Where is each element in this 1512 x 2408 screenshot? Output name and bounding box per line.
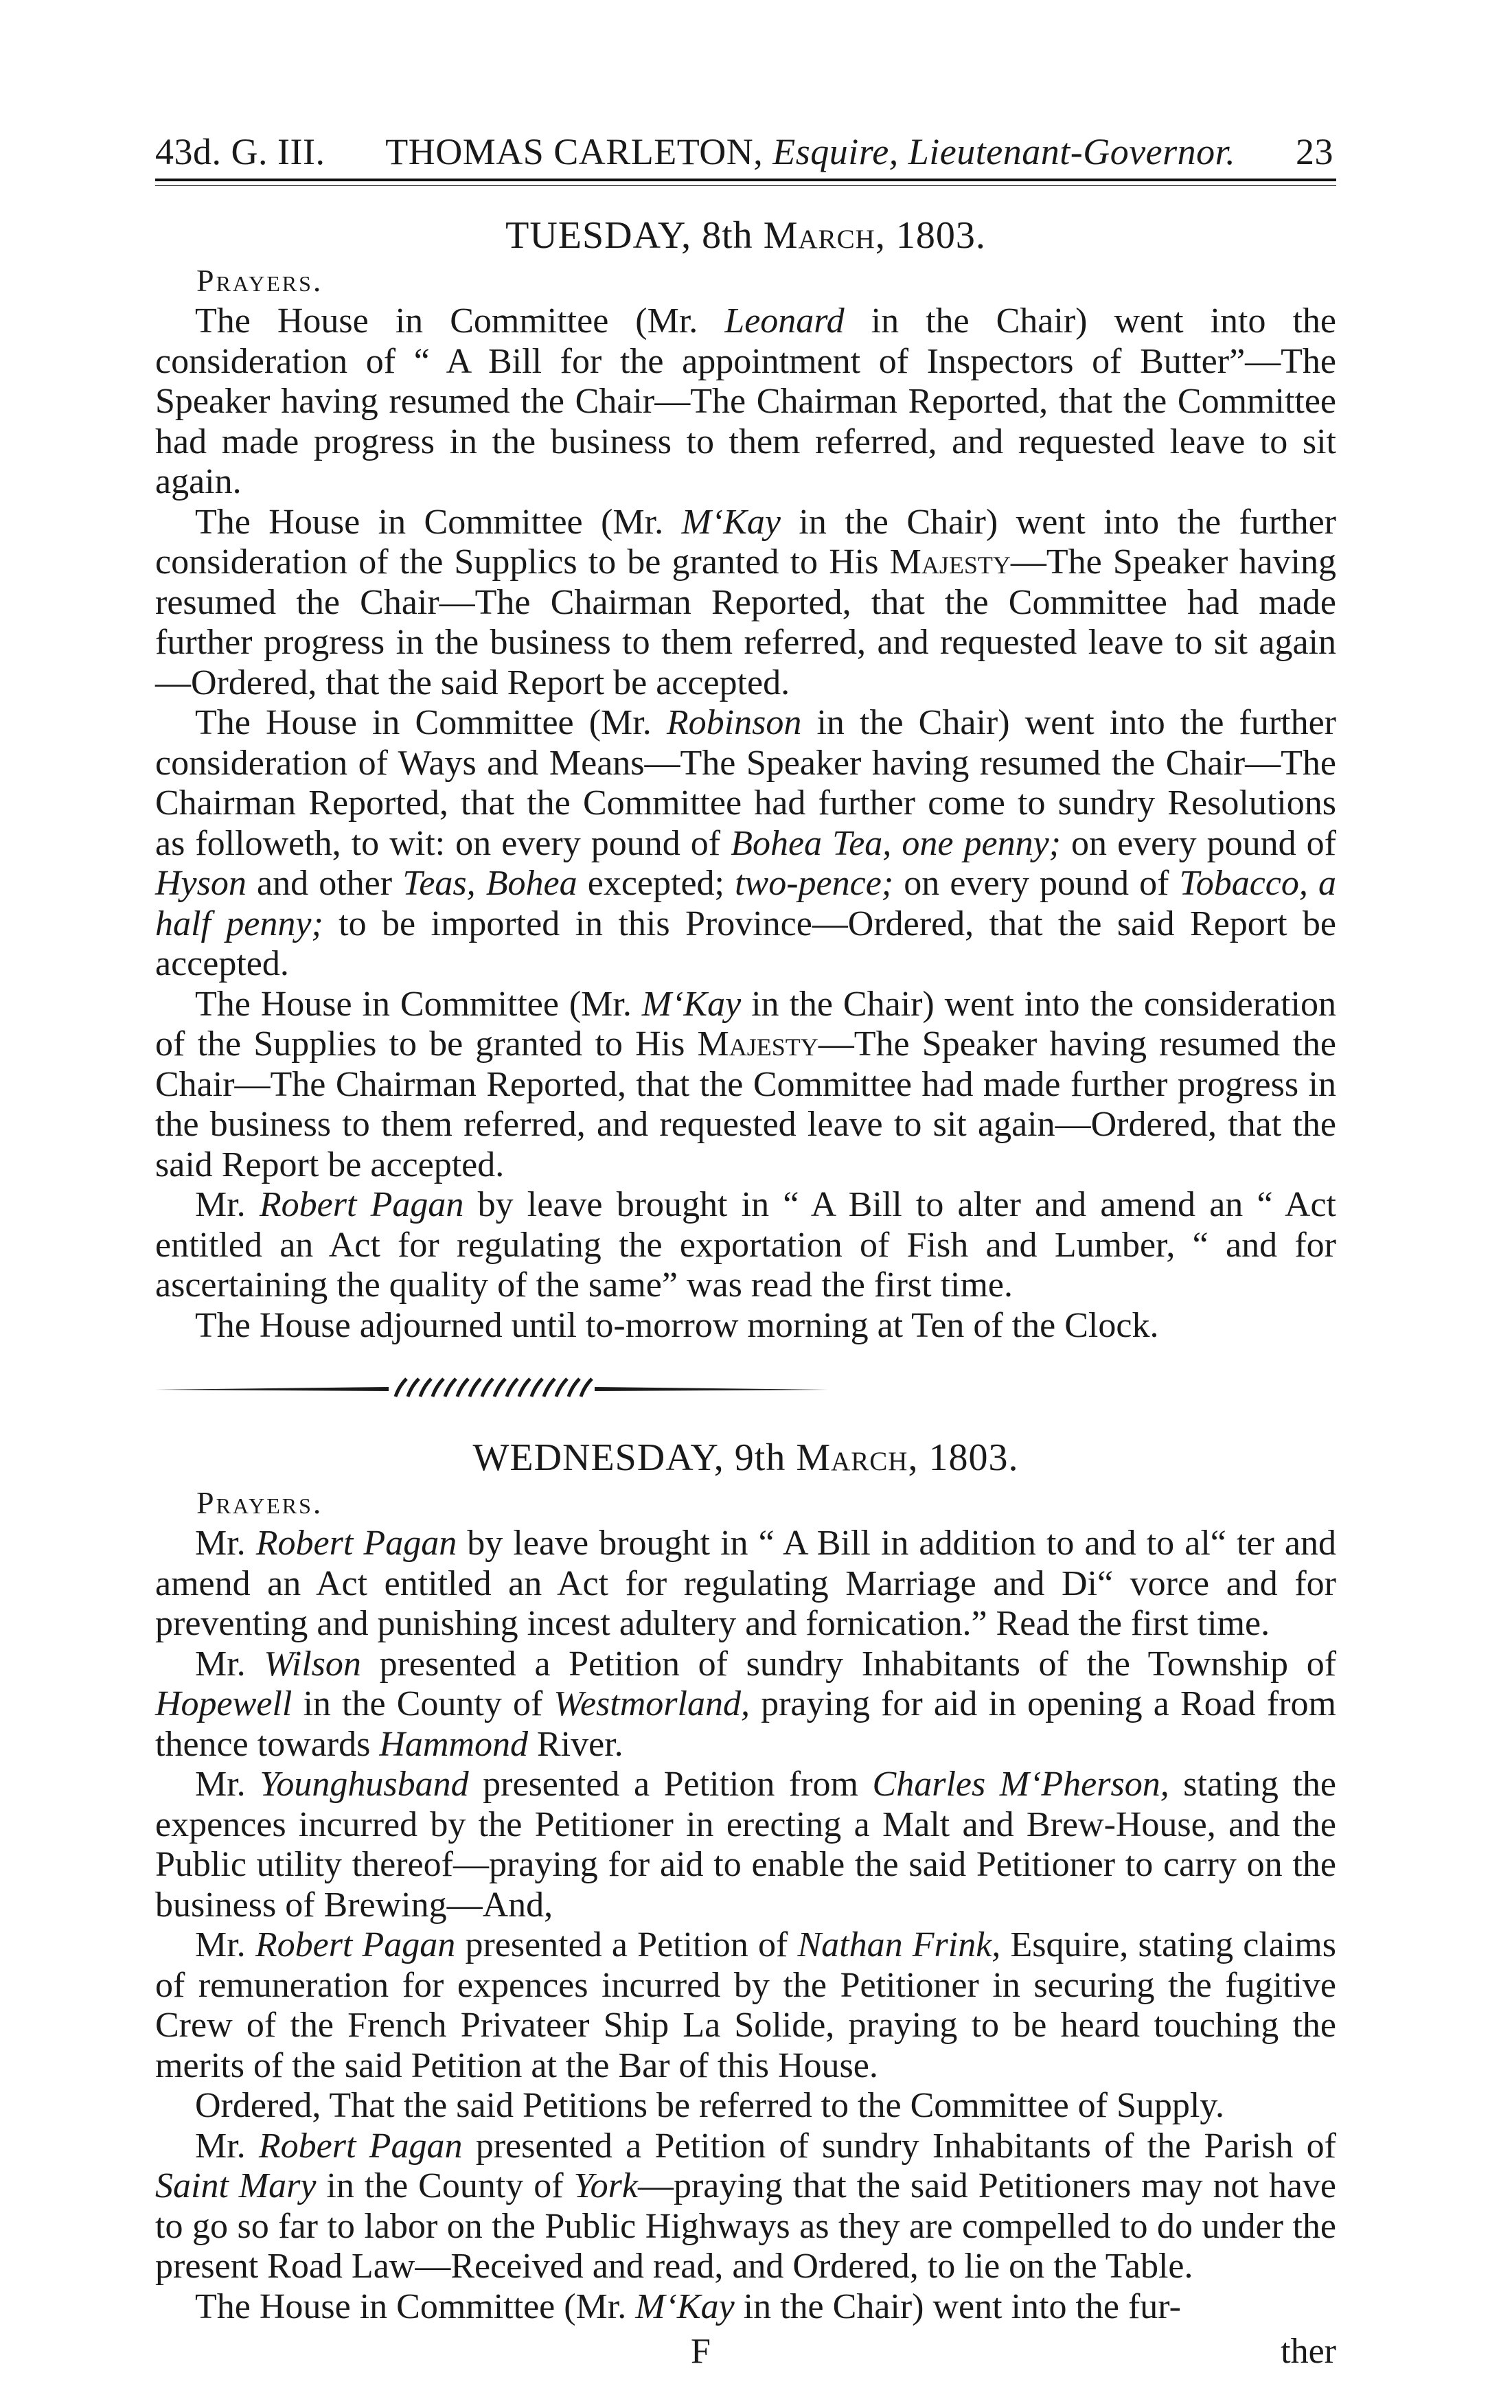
journal-entry xyxy=(155,2086,1336,2126)
rope-twist xyxy=(396,1379,406,1397)
entry-text: —praying that the said Petitioners may not have to go so far to labor on the Public Highways as they are compelled to do under the present Road Law—Received and read, and Ordered, to lie on the Table. xyxy=(155,2166,1337,2286)
catchword: ther xyxy=(1281,2332,1336,2371)
italic-text: Younghusband xyxy=(260,1765,469,1804)
entry-text: Mr. xyxy=(195,1644,264,1684)
small-caps-text: Majesty xyxy=(697,1024,818,1064)
header-title xyxy=(385,130,1235,173)
header-title-office: Esquire, Lieutenant-Governor. xyxy=(772,131,1236,172)
italic-text: Nathan Frink, xyxy=(797,1925,1001,1964)
italic-text: York xyxy=(573,2166,638,2205)
entry-text: The House in Committee (Mr. xyxy=(195,301,725,341)
section-divider-ornament xyxy=(155,1373,828,1401)
entry-text: by leave brought in “ A Bill in addition to and to al“ ter and amend an Act entitled an Act for regulating Marriage and Di“ vorce and for preventing and punishing incest adultery and fornication.” Read the first time. xyxy=(155,1524,1336,1643)
italic-text: Wilson xyxy=(264,1644,361,1684)
signature-mark: F xyxy=(691,2332,711,2371)
italic-text: Hyson xyxy=(155,864,247,903)
italic-text: Tobacco, a half penny; xyxy=(155,864,1336,943)
section-date-heading xyxy=(155,214,1336,257)
document-page xyxy=(155,130,1336,2372)
italic-text: Bohea Tea, one penny; xyxy=(731,823,1061,863)
entry-text: and other xyxy=(246,864,403,903)
rope-twist xyxy=(470,1379,481,1397)
journal-entry xyxy=(155,2287,1336,2328)
day-label: WEDNESDAY, 9th xyxy=(472,1436,786,1479)
page-footer xyxy=(155,2331,1336,2372)
entry-text: praying for aid in opening a Road from thence towards xyxy=(155,1684,1336,1764)
rope-twist xyxy=(531,1379,542,1397)
rope-twist xyxy=(519,1379,530,1397)
journal-entry xyxy=(155,1644,1336,1765)
italic-text: Robert Pagan xyxy=(258,2126,463,2166)
journal-entry xyxy=(155,985,1336,1186)
entry-text: presented a Petition of sundry Inhabitants of the Township of xyxy=(360,1644,1337,1684)
entry-text: in the County of xyxy=(292,1684,554,1723)
italic-text: Robinson xyxy=(666,703,802,742)
entry-text: stating the expences incurred by the Petitioner in erecting a Malt and Brew-House, and the Public utility thereof—praying for aid to enable the said Petitioner to carry on the business of Brewing—And, xyxy=(155,1765,1337,1925)
entry-text: on every pound of xyxy=(893,864,1180,903)
italic-text: Robert Pagan xyxy=(255,1524,457,1563)
italic-text: two-pence; xyxy=(735,864,894,903)
entry-text: by leave brought in “ A Bill to alter and amend an “ Act entitled an Act for regulating the exportation of Fish and Lumber, “ and for ascertaining the quality of the same” was read the first time. xyxy=(155,1185,1336,1305)
entry-text: presented a Petition of sundry Inhabitants of the Parish of xyxy=(462,2126,1336,2166)
entry-text: in the Chair) went into the fur- xyxy=(734,2286,1181,2326)
entry-text: —The Speaker having resumed the Chair—The Chairman Reported, that the Committee had made further progress in the business to them referred, and requested leave to sit again—Ordered, that the said Report be accepted. xyxy=(155,542,1336,702)
month-label: March xyxy=(763,214,875,257)
italic-text: Robert Pagan xyxy=(259,1185,464,1224)
italic-text: Robert Pagan xyxy=(255,1925,456,1964)
header-rule xyxy=(155,179,1336,186)
year-label: , 1803. xyxy=(875,214,986,257)
journal-entry xyxy=(155,503,1336,704)
italic-text: Westmorland, xyxy=(553,1684,750,1723)
month-label: March xyxy=(796,1436,908,1479)
section-date-heading xyxy=(155,1436,1336,1480)
entry-text: Mr. xyxy=(195,1524,256,1563)
entry-text: in the Chair) went into the further consideration of the Supplics to be granted to His xyxy=(155,502,1337,582)
section-tuesday xyxy=(155,214,1336,1346)
prayers-heading: Prayers. xyxy=(196,1485,323,1520)
entry-text: presented a Petition from xyxy=(468,1765,873,1804)
entry-text: in the Chair) went into the consideration of the Supplies to be granted to His xyxy=(155,984,1336,1064)
rope-twist xyxy=(420,1379,431,1397)
page-number: 23 xyxy=(1296,131,1333,172)
italic-text: Charles M‘Pherson, xyxy=(872,1765,1169,1804)
rope-twist xyxy=(457,1379,468,1397)
entry-text: Mr. xyxy=(195,1765,260,1804)
rope-twist xyxy=(507,1379,518,1397)
rope-twist xyxy=(445,1379,456,1397)
entry-text: The House in Committee (Mr. xyxy=(195,502,682,542)
journal-entry xyxy=(155,1524,1336,1644)
entry-text: The House in Committee (Mr. xyxy=(195,703,667,742)
entry-text: in the Chair) went into the further consideration of Ways and Means—The Speaker having resumed the Chair—The Chairman Reported, that the Committee had further come to sundry Resolutions as followeth, to wit: on every pound of xyxy=(155,703,1336,863)
rope-twist xyxy=(433,1379,444,1397)
header-title-name: THOMAS CARLETON, xyxy=(385,131,764,172)
running-header xyxy=(155,130,1336,179)
entry-text: River. xyxy=(528,1724,623,1764)
rope-twist xyxy=(556,1379,567,1397)
small-caps-text: Majesty xyxy=(889,542,1011,582)
day-label: TUESDAY, 8th xyxy=(505,214,753,257)
journal-entry xyxy=(155,703,1336,985)
italic-text: Hammond xyxy=(379,1724,528,1764)
entry-text: in the Chair) went into the consideration of “ A Bill for the appointment of Inspectors of Butter”—The Speaker having resumed the Chair—The Chairman Reported, that the Committee had made progress in the business to them referred, and requested leave to sit again. xyxy=(155,301,1336,501)
italic-text: Saint Mary xyxy=(155,2166,317,2205)
journal-entry xyxy=(155,1185,1336,1306)
journal-entry xyxy=(155,2126,1336,2287)
entry-text: presented a Petition of xyxy=(455,1925,798,1964)
rope-twist xyxy=(581,1379,592,1397)
entry-text: Esquire, stating claims of remuneration for expences incurred by the Petitioner in securing the fugitive Crew of the French Privateer Ship La Solide, praying to be heard touching the merits of the said Petition at the Bar of this House. xyxy=(155,1925,1336,2085)
italic-text: M‘Kay xyxy=(635,2286,735,2326)
rope-twist xyxy=(544,1379,555,1397)
italic-text: M‘Kay xyxy=(641,984,742,1024)
journal-entry xyxy=(155,1765,1336,1925)
entries-list xyxy=(155,1524,1336,2327)
entry-text: Mr. xyxy=(195,1925,255,1964)
journal-entry xyxy=(155,1925,1336,2086)
italic-text: Teas, Bohea xyxy=(402,864,577,903)
rope-twist xyxy=(569,1379,580,1397)
italic-text: Hopewell xyxy=(155,1684,293,1723)
prayers-heading: Prayers. xyxy=(196,263,323,298)
italic-text: M‘Kay xyxy=(681,502,781,542)
rope-twist xyxy=(494,1379,505,1397)
entry-text: in the County of xyxy=(316,2166,574,2205)
entry-text: excepted; xyxy=(577,864,735,903)
regnal-year: 43d. G. III. xyxy=(155,131,325,172)
entry-text: Ordered, That the said Petitions be referred to the Committee of Supply. xyxy=(195,2086,1224,2125)
italic-text: Leonard xyxy=(724,301,845,341)
section-wednesday xyxy=(155,1436,1336,2327)
entry-text: —The Speaker having resumed the Chair—The Chairman Reported, that the Committee had made further progress in the business to them referred, and requested leave to sit again—Ordered, that the said Report be accepted. xyxy=(155,1024,1336,1184)
entries-list xyxy=(155,301,1336,1346)
entry-text: on every pound of xyxy=(1060,823,1336,863)
year-label: , 1803. xyxy=(908,1436,1019,1479)
entry-text: The House adjourned until to-morrow morning at Ten of the Clock. xyxy=(195,1305,1159,1345)
entry-text: Mr. xyxy=(195,2126,259,2166)
journal-entry xyxy=(155,1306,1336,1346)
journal-entry xyxy=(155,301,1336,503)
rope-twist xyxy=(482,1379,493,1397)
entry-text: The House in Committee (Mr. xyxy=(195,2286,636,2326)
entry-text: The House in Committee (Mr. xyxy=(195,984,642,1024)
entry-text: to be imported in this Province—Ordered, that the said Report be accepted. xyxy=(155,904,1336,983)
rope-twist xyxy=(408,1379,419,1397)
entry-text: Mr. xyxy=(195,1185,260,1224)
